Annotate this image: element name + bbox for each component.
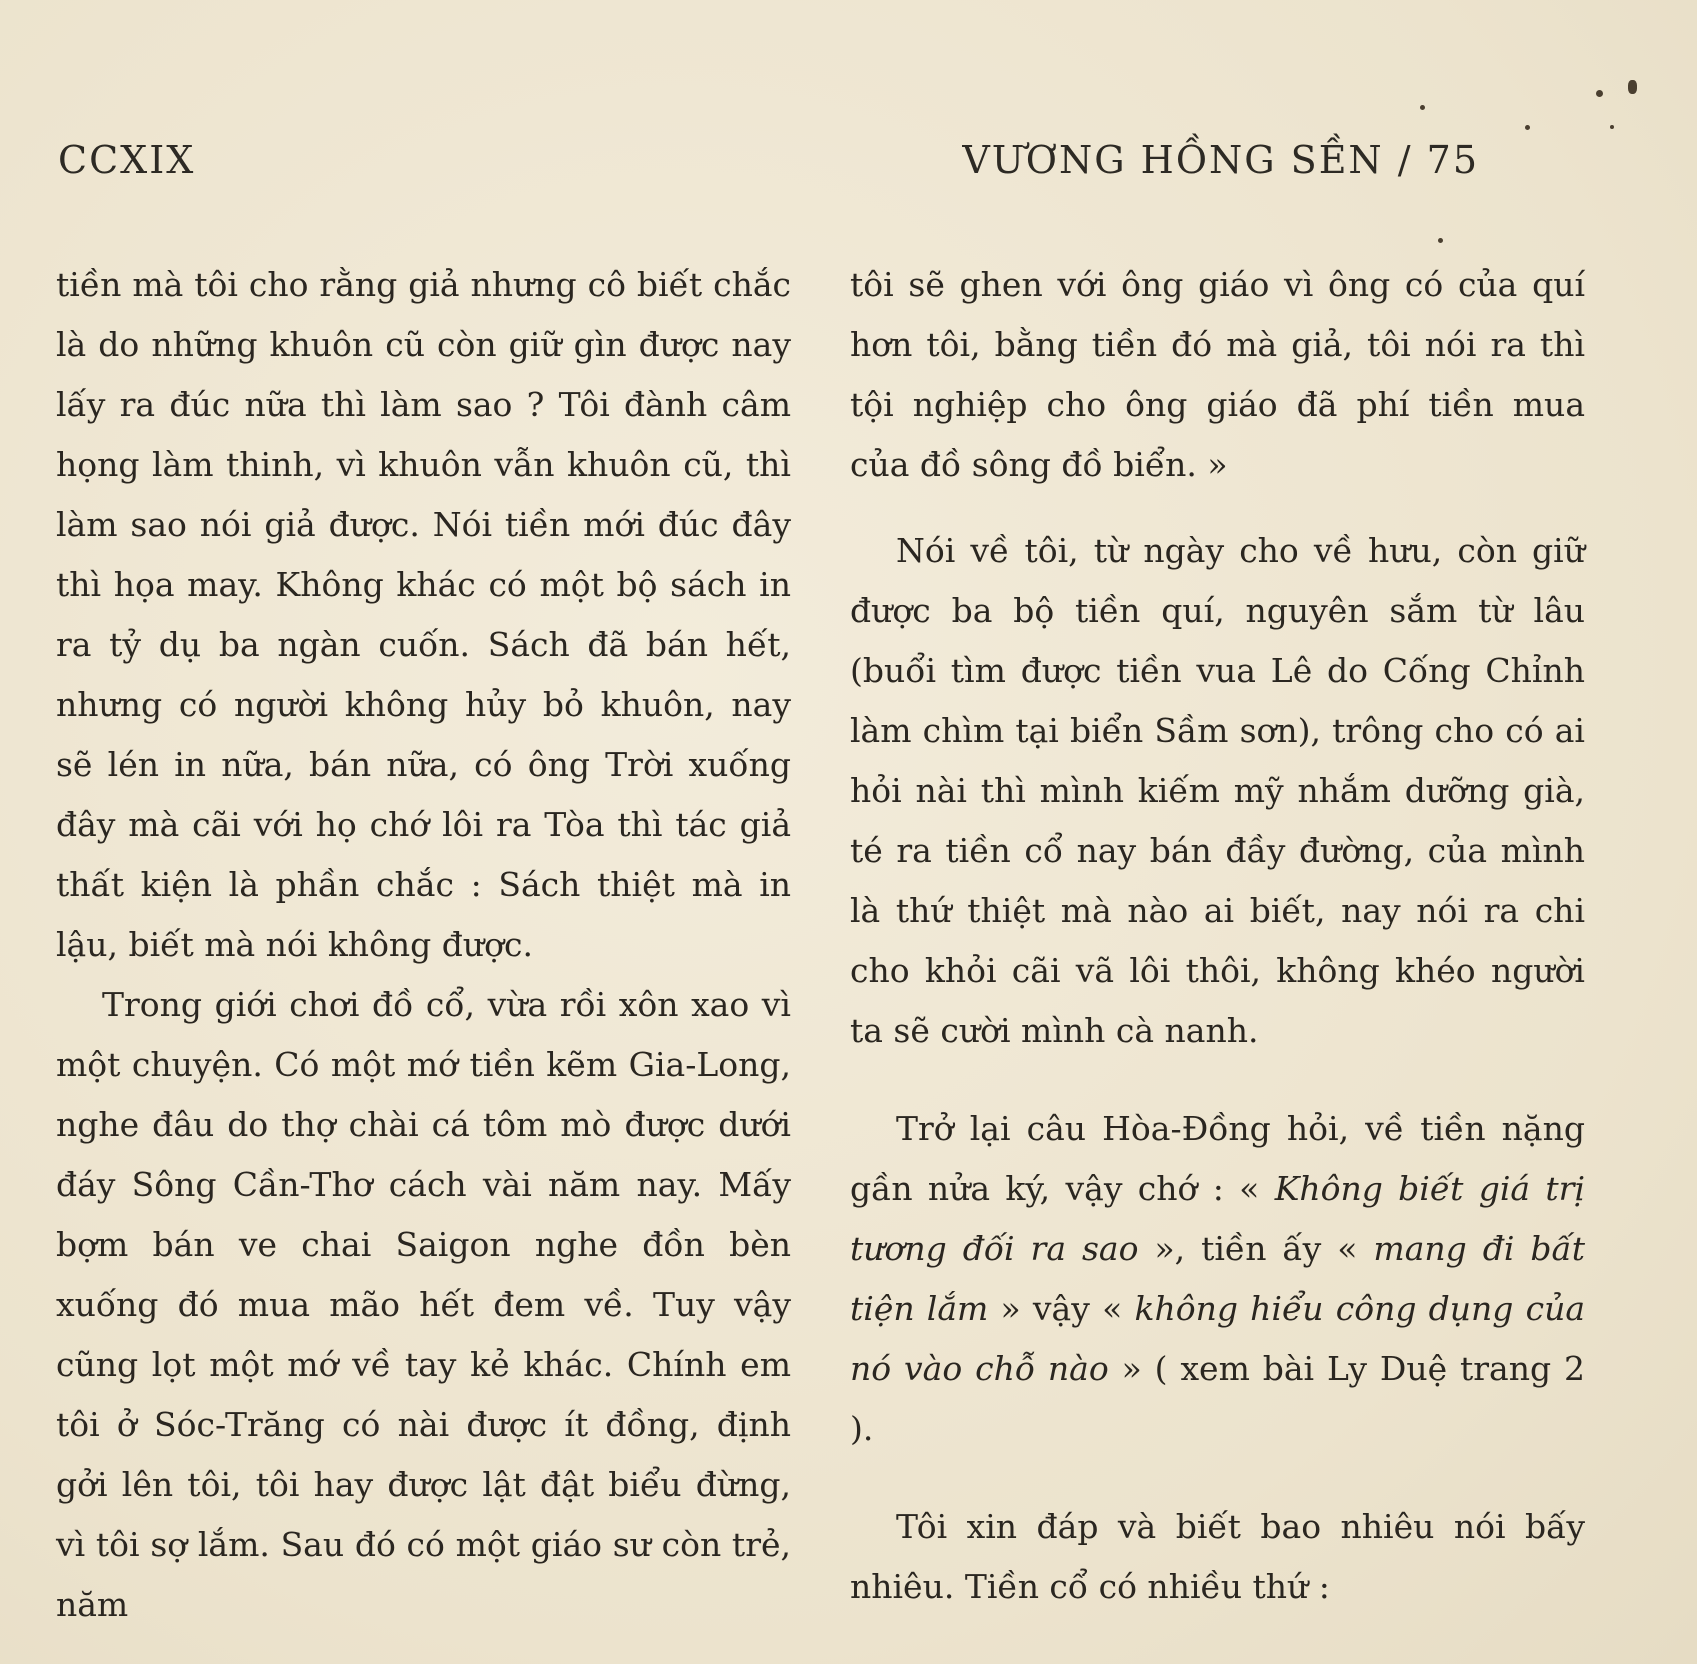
quote-italic: Không biết giá trị tương đối ra sao (850, 1169, 1585, 1268)
ink-speck (1420, 105, 1425, 110)
chapter-number: CCXIX (58, 138, 196, 182)
text-run: », tiền ấy « (1154, 1229, 1358, 1268)
paragraph: Tôi xin đáp và biết bao nhiêu nói bấy nhiêu. Tiền cổ có nhiều thứ : (850, 1507, 1585, 1606)
ink-speck (1438, 238, 1443, 243)
author-page-number: VƯƠNG HỒNG SỀN / 75 (962, 138, 1479, 182)
ink-speck (1525, 125, 1530, 130)
quote-italic: không hiểu công dụng của nó vào chỗ nào (850, 1289, 1585, 1388)
text-run: » vậy « (1000, 1289, 1123, 1328)
text-run: Trở lại câu Hòa-Đồng hỏi, về tiền nặng gần nửa ký, vậy chớ : « (850, 1109, 1585, 1208)
paragraph-with-quotes (850, 1099, 1585, 1459)
paragraph: Trong giới chơi đồ cổ, vừa rồi xôn xao vì một chuyện. Có một mớ tiền kẽm Gia-Long, nghe đâu do thợ chài cá tôm mò được dưới đáy Sông Cần-Thơ cách vài năm nay. Mấy bợm bán ve chai Saigon nghe đồn bèn xuống đó mua mão hết đem về. Tuy vậy cũng lọt một mớ về tay kẻ khác. Chính em tôi ở Sóc-Trăng có nài được ít đồng, định gởi lên tôi, tôi hay được lật đật biểu đừng, vì tôi sợ lắm. Sau đó có một giáo sư còn trẻ, năm (56, 985, 791, 1624)
text-run: » ( xem bài Ly Duệ trang 2 ). (850, 1349, 1585, 1448)
ink-speck (1628, 80, 1637, 94)
ink-speck (1610, 125, 1614, 129)
quote-italic: mang đi bất tiện lắm (850, 1229, 1585, 1328)
right-column (850, 255, 1585, 1617)
paragraph: tiền mà tôi cho rằng giả nhưng cô biết chắc là do những khuôn cũ còn giữ gìn được nay lấy ra đúc nữa thì làm sao ? Tôi đành câm họng làm thinh, vì khuôn vẫn khuôn cũ, thì làm sao nói giả được. Nói tiền mới đúc đây thì họa may. Không khác có một bộ sách in ra tỷ dụ ba ngàn cuốn. Sách đã bán hết, nhưng có người không hủy bỏ khuôn, nay sẽ lén in nữa, bán nữa, có ông Trời xuống đây mà cãi với họ chớ lôi ra Tòa thì tác giả thất kiện là phần chắc : Sách thiệt mà in lậu, biết mà nói không được. (56, 265, 791, 964)
paragraph: tôi sẽ ghen với ông giáo vì ông có của quí hơn tôi, bằng tiền đó mà giả, tôi nói ra thì tội nghiệp cho ông giáo đã phí tiền mua của đồ sông đồ biển. » (850, 265, 1585, 484)
left-column (56, 255, 791, 1635)
ink-speck (1596, 90, 1603, 97)
paragraph: Nói về tôi, từ ngày cho về hưu, còn giữ được ba bộ tiền quí, nguyên sắm từ lâu (buổi tìm được tiền vua Lê do Cống Chỉnh làm chìm tại biển Sầm sơn), trông cho có ai hỏi nài thì mình kiếm mỹ nhắm dưỡng già, té ra tiền cổ nay bán đầy đường, của mình là thứ thiệt mà nào ai biết, nay nói ra chi cho khỏi cãi vã lôi thôi, không khéo người ta sẽ cười mình cà nanh. (850, 531, 1585, 1050)
